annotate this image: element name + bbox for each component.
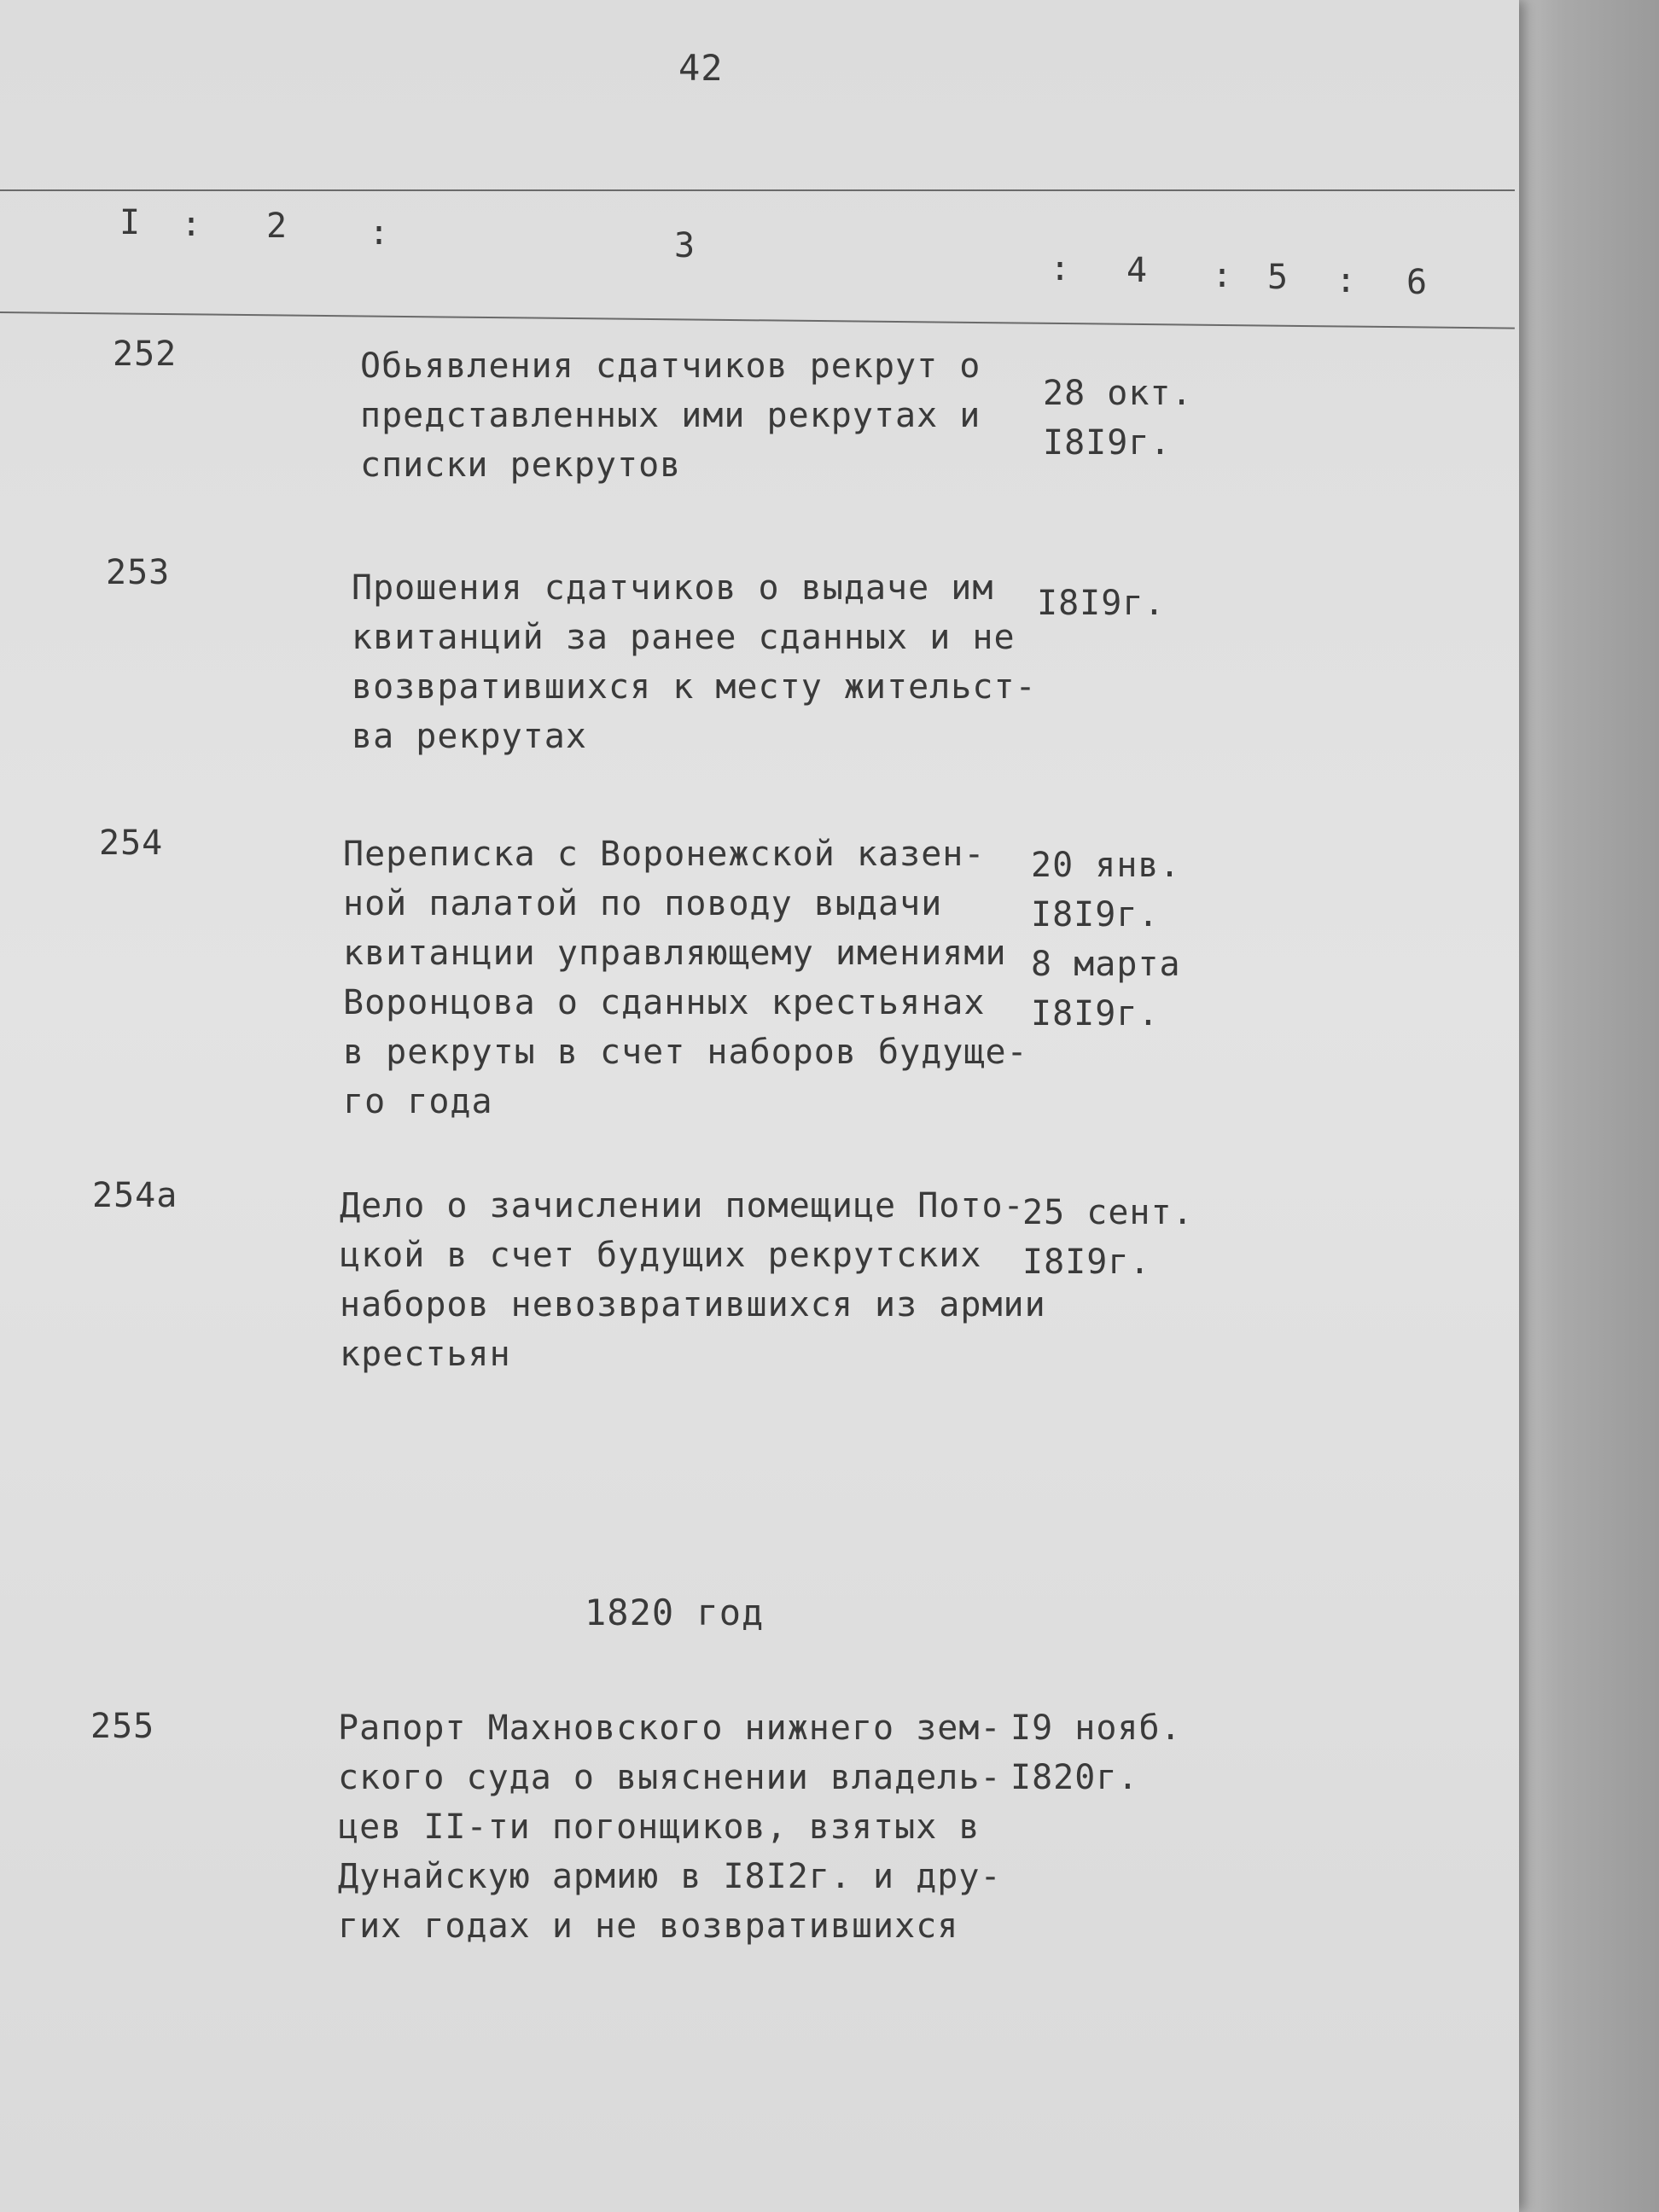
description-line: возвратившихся к месту жительст- <box>352 667 1037 707</box>
description-line: ва рекрутах <box>352 717 587 756</box>
entry-number: 255 <box>90 1707 155 1746</box>
date-line: I8I9г. <box>1043 423 1172 463</box>
column-separator: : <box>1212 256 1234 295</box>
date-line: 28 окт. <box>1043 374 1193 413</box>
entry-description <box>340 1181 1046 1379</box>
description-line: цев II-ти погонщиков, взятых в <box>338 1807 981 1847</box>
date-line: 8 марта <box>1031 945 1181 984</box>
date-line: 20 янв. <box>1031 846 1181 885</box>
description-line: представленных ими рекрутах и <box>360 396 981 435</box>
entry-date <box>1037 579 1166 628</box>
entry-date <box>1031 841 1181 1039</box>
page-edge-shadow <box>1511 0 1659 2212</box>
page-number: 42 <box>678 47 724 89</box>
header-rule-top <box>0 189 1515 191</box>
description-line: го года <box>343 1082 493 1121</box>
date-line: I9 нояб. <box>1010 1708 1182 1748</box>
description-line: ского суда о выяснении владель- <box>338 1758 1002 1797</box>
column-header-5: 5 <box>1267 258 1289 297</box>
description-line: Обьявления сдатчиков рекрут о <box>360 346 981 386</box>
entry-date <box>1022 1188 1194 1287</box>
column-header-4: 4 <box>1126 251 1149 290</box>
description-line: квитанции управляющему имениями <box>343 934 1007 973</box>
column-separator: : <box>181 205 203 244</box>
description-line: в рекруты в счет наборов будуще- <box>343 1033 1028 1072</box>
description-line: списки рекрутов <box>360 445 682 485</box>
entry-description <box>338 1703 1002 1951</box>
entry-date <box>1043 369 1193 468</box>
description-line: гих годах и не возвратившихся <box>338 1906 959 1946</box>
entry-number: 252 <box>113 335 178 374</box>
column-header-6: 6 <box>1406 263 1429 302</box>
column-separator: : <box>369 213 391 253</box>
column-separator: : <box>1336 261 1358 300</box>
entry-description <box>360 341 981 490</box>
description-line: крестьян <box>340 1335 511 1374</box>
column-separator: : <box>1050 249 1072 288</box>
date-line: I8I9г. <box>1031 895 1160 934</box>
description-line: Переписка с Воронежской казен- <box>343 835 986 874</box>
column-header-3: 3 <box>674 226 696 265</box>
entry-number: 253 <box>106 553 171 592</box>
date-line: I820г. <box>1010 1758 1139 1797</box>
description-line: Воронцова о сданных крестьянах <box>343 983 986 1022</box>
description-line: Рапорт Махновского нижнего зем- <box>338 1708 1002 1748</box>
description-line: Дунайскую армию в I8I2г. и дру- <box>338 1857 1002 1896</box>
entry-description <box>343 830 1028 1126</box>
entry-number: 254а <box>92 1176 178 1215</box>
year-heading: 1820 год <box>585 1592 765 1633</box>
entry-date <box>1010 1703 1182 1802</box>
description-line: Дело о зачислении помещице Пото- <box>340 1186 1025 1225</box>
column-header-2: 2 <box>266 207 288 246</box>
description-line: цкой в счет будущих рекрутских <box>340 1236 982 1275</box>
description-line: квитанций за ранее сданных и не <box>352 618 1016 657</box>
description-line: Прошения сдатчиков о выдаче им <box>352 568 994 608</box>
header-rule-bottom <box>0 311 1515 329</box>
column-header-1: I <box>119 203 142 242</box>
description-line: ной палатой по поводу выдачи <box>343 884 943 923</box>
entry-number: 254 <box>99 824 164 863</box>
date-line: I8I9г. <box>1022 1243 1151 1282</box>
description-line: наборов невозвратившихся из армии <box>340 1285 1046 1324</box>
date-line: I8I9г. <box>1037 584 1166 623</box>
entry-description <box>352 563 1037 761</box>
date-line: 25 сент. <box>1022 1193 1194 1232</box>
date-line: I8I9г. <box>1031 994 1160 1033</box>
